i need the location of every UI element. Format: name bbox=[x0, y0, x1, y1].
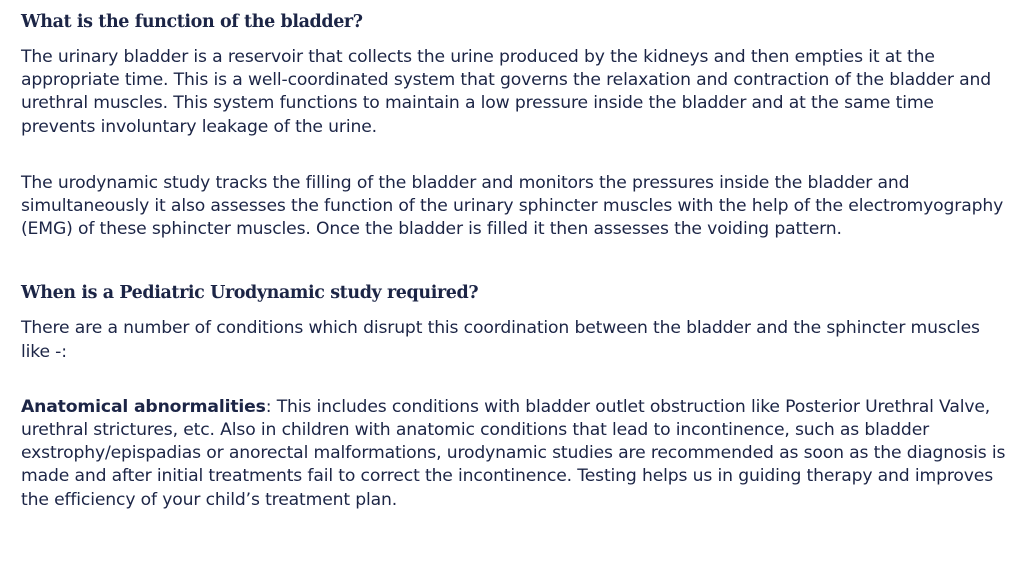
paragraph-urodynamic-study: The urodynamic study tracks the filling of the bladder and monitors the pressures inside the bladder and simultaneously it also assesses the function of the urinary sphincter muscles with the help of the electromyography (EMG) of these sphincter muscles. Once the bladder is filled it then assesses the voiding pattern. bbox=[21, 172, 1004, 240]
section-heading-when-required: When is a Pediatric Urodynamic study required? bbox=[21, 283, 479, 304]
paragraph-conditions-intro: There are a number of conditions which disrupt this coordination between the bladder and the sphincter muscles like -: bbox=[21, 318, 980, 362]
paragraph-anatomical-abnormalities bbox=[21, 396, 1006, 512]
anatomical-abnormalities-description: : This includes conditions with bladder outlet obstruction like Posterior Urethral Valve, urethral strictures, etc. Also in children with anatomic conditions that lead to incontinence, such as bladder exstrophy/epispadias or anorectal malformations, urodynamic studies are recommended as soon as the diagnosis is made and after initial treatments fail to correct the incontinence. Testing helps us in guiding therapy and improves the efficiency of your child’s treatment plan. bbox=[21, 396, 1006, 510]
section-heading-bladder-function: What is the function of the bladder? bbox=[21, 12, 363, 32]
term-anatomical-abnormalities: Anatomical abnormalities bbox=[21, 396, 266, 417]
article-content bbox=[21, 10, 1006, 512]
paragraph-bladder-reservoir: The urinary bladder is a reservoir that collects the urine produced by the kidneys and then empties it at the appropriate time. This is a well-coordinated system that governs the relaxation and contraction of the bladder and urethral muscles. This system functions to maintain a low pressure inside the bladder and at the same time prevents involuntary leakage of the urine. bbox=[21, 47, 992, 137]
